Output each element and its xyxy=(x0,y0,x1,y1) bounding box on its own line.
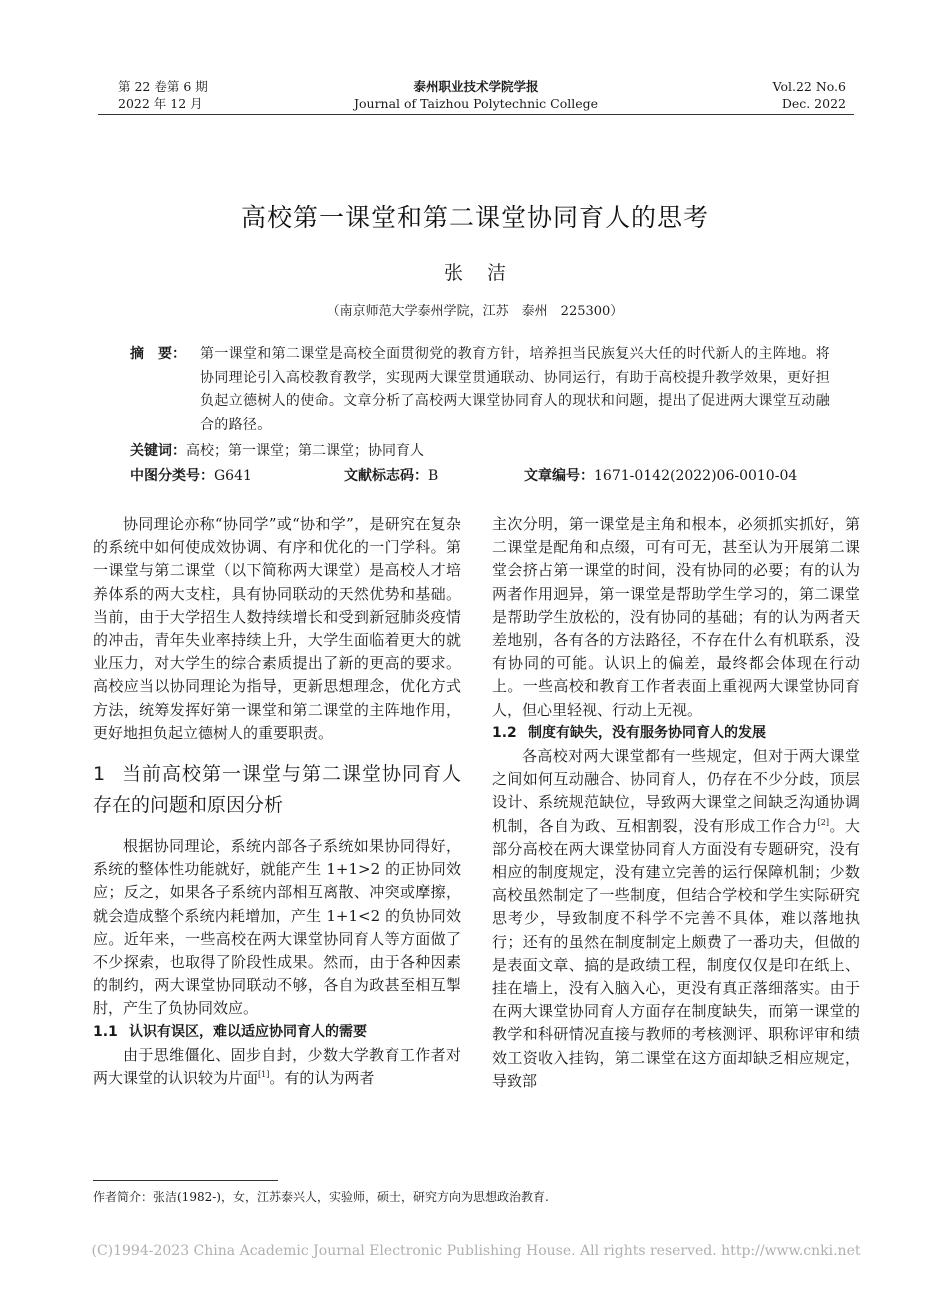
subsection-1-1-title: 认识有误区，难以适应协同育人的需要 xyxy=(129,1023,367,1040)
citation-1[interactable]: [1] xyxy=(258,1070,270,1080)
author-name: 张洁 xyxy=(443,262,530,284)
subsection-1-1-paragraph xyxy=(93,1044,461,1090)
subsection-1-1-continued: 主次分明，第一课堂是主角和根本，必须抓实抓好，第二课堂是配角和点缀，可有可无，甚至认为开展第二课堂会挤占第一课堂的时间，没有协同的必要；有的认为两者作用迥异，第一课堂是帮助学生学习的，第二课堂是帮助学生放松的，没有协同的基础；有的认为两者天差地别，各有各的方法路径，不存在什么有机联系，没有协同的可能。认识上的偏差，最终都会体现在行动上。一些高校和教育工作者表面上重视两大课堂协同育人，但心里轻视、行动上无视。 xyxy=(492,515,860,719)
classification-line xyxy=(130,465,830,489)
copyright-watermark: (C)1994-2023 China Academic Journal Electronic Publishing House. All rights reserved. http://www.cnki.net xyxy=(91,1243,861,1259)
footnote-rule xyxy=(93,1180,278,1181)
section-1-title: 当前高校第一课堂与第二课堂协同育人存在的问题和原因分析 xyxy=(93,763,461,817)
volume-en: Vol.22 No.6 xyxy=(772,79,846,94)
author-bio-footnote: 作者简介：张洁(1982-)，女，江苏泰兴人，实验师，硕士，研究方向为思想政治教育. xyxy=(93,1190,549,1204)
article-number-label: 文章编号： xyxy=(524,468,594,484)
clc xyxy=(130,465,252,485)
subsection-1-1-text-b: 。有的认为两者 xyxy=(269,1069,375,1088)
running-header xyxy=(98,78,854,114)
volume-issue-en xyxy=(773,78,846,112)
doc-code xyxy=(344,465,438,485)
keywords xyxy=(130,440,424,460)
article-number-value: 1671-0142(2022)06-0010-04 xyxy=(594,468,798,484)
citation-2[interactable]: [2] xyxy=(817,817,829,827)
section-1-number: 1 xyxy=(93,763,106,786)
subsection-1-2-text-a: 各高校对两大课堂都有一些规定，但对于两大课堂之间如何互动融合、协同育人，仍存在不少分歧，顶层设计、系统规范缺位，导致两大课堂之间缺乏沟通协调机制，各自为政、互相割裂，没有形成工作合力 xyxy=(492,747,860,835)
volume-issue-cn: 第 22 卷第 6 期 xyxy=(118,79,208,94)
abstract xyxy=(130,343,830,437)
keywords-text: 高校；第一课堂；第二课堂；协同育人 xyxy=(186,443,424,459)
subsection-1-1-number: 1.1 xyxy=(93,1023,118,1040)
doc-code-value: B xyxy=(428,468,439,484)
journal-name-en: Journal of Taizhou Polytechnic College xyxy=(353,96,599,111)
doc-code-label: 文献标志码： xyxy=(344,468,428,484)
subsection-1-2-heading xyxy=(492,722,860,745)
journal-name xyxy=(98,78,854,112)
date-cn: 2022 年 12 月 xyxy=(118,96,203,111)
header-rule xyxy=(98,114,854,115)
intro-paragraph: 协同理论亦称“协同学”或“协和学”，是研究在复杂的系统中如何使成效协调、有序和优化的一门学科。第一课堂与第二课堂（以下简称两大课堂）是高校人才培养体系的两大支柱，具有协同联动的天然优势和基础。当前，由于大学招生人数持续增长和受到新冠肺炎疫情的冲击，青年失业率持续上升，大学生面临着更大的就业压力，对大学生的综合素质提出了新的更高的要求。高校应当以协同理论为指导，更新思想理念，优化方式方法，统筹发挥好第一课堂和第二课堂的主阵地作用，更好地担负起立德树人的重要职责。 xyxy=(93,515,461,742)
abstract-text: 第一课堂和第二课堂是高校全面贯彻党的教育方针，培养担当民族复兴大任的时代新人的主阵地。将协同理论引入高校教育教学，实现两大课堂贯通联动、协同运行，有助于高校提升教学效果，更好担负起立德树人的使命。文章分析了高校两大课堂协同育人的现状和问题，提出了促进两大课堂互动融合的路径。 xyxy=(200,346,830,433)
subsection-1-2-paragraph xyxy=(492,745,860,1093)
date-en: Dec. 2022 xyxy=(781,96,846,111)
clc-label: 中图分类号： xyxy=(130,468,214,484)
clc-value: G641 xyxy=(214,468,252,484)
article-number xyxy=(524,465,797,485)
author-affiliation: （南京师范大学泰州学院，江苏 泰州 225300） xyxy=(326,304,624,319)
subsection-1-2-title: 制度有缺失，没有服务协同育人的发展 xyxy=(528,724,766,741)
abstract-label: 摘 要： xyxy=(130,346,186,362)
journal-name-cn: 泰州职业技术学院学报 xyxy=(413,79,539,94)
section-1-paragraph: 根据协同理论，系统内部各子系统如果协同得好，系统的整体性功能就好，就能产生 1+1>2 的正协同效应；反之，如果各子系统内部相互离散、冲突或摩擦，就会造成整个系统内耗增加，产生 1+1<2 的负协同效应。近年来，一些高校在两大课堂协同育人等方面做了不少探索，也取得了阶段性成果。然而，由于各种因素的制约，两大课堂协同联动不够，各自为政甚至相互掣肘，产生了负协同效应。 xyxy=(93,837,461,1018)
subsection-1-1-heading xyxy=(93,1021,461,1044)
left-column xyxy=(93,513,461,1090)
keywords-label: 关键词： xyxy=(130,443,186,459)
subsection-1-1-text-a: 由于思维僵化、固步自封，少数大学教育工作者对两大课堂的认识较为片面 xyxy=(93,1045,461,1088)
article-title: 高校第一课堂和第二课堂协同育人的思考 xyxy=(240,203,709,232)
subsection-1-2-number: 1.2 xyxy=(492,724,517,741)
right-column xyxy=(492,513,860,1093)
section-1-heading xyxy=(93,759,461,821)
subsection-1-2-text-b: 。大部分高校在两大课堂协同育人方面没有专题研究，没有相应的制度规定，没有建立完善的运行保障机制；少数高校虽然制定了一些制度，但结合学校和学生实际研究思考少，导致制度不科学不完善不具体，难以落地执行；还有的虽然在制度制定上颇费了一番功夫，但做的是表面文章、搞的是政绩工程，制度仅仅是印在纸上、挂在墙上，没有入脑入心，更没有真正落细落实。由于在两大课堂协同育人方面存在制度缺失，而第一课堂的教学和科研情况直接与教师的考核测评、职称评审和绩效工资收入挂钩，第二课堂在这方面却缺乏相应规定，导致部 xyxy=(492,816,860,1090)
